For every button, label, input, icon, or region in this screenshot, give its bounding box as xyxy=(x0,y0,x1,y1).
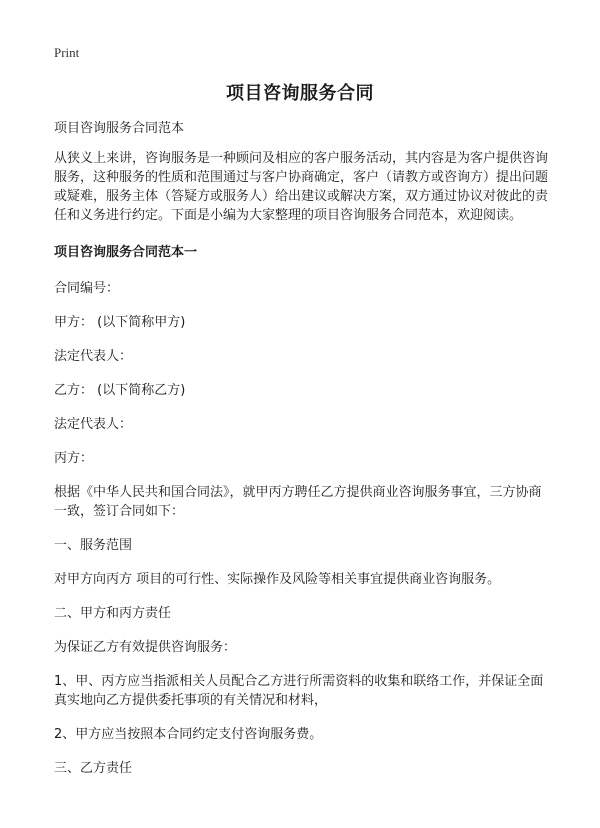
clause-item-2-1: 1、甲、丙方应当指派相关人员配合乙方进行所需资料的收集和联络工作，并保证全面真实地向乙方提供委托事项的有关情况和材料， xyxy=(54,674,544,708)
section-heading: 项目咨询服务合同范本一 xyxy=(54,245,198,260)
intro-paragraph: 从狭义上来讲，咨询服务是一种顾问及相应的客户服务活动，其内容是为客户提供咨询服务，这种服务的性质和范围通过与客户协商确定，客户（请教方或咨询方）提出问题或疑难，服务主体（答疑方或服务人）给出建议或解决方案，双方通过协议对彼此的责任和义务进行约定。下面是小编为大家整理的项目咨询服务合同范本，欢迎阅读。 xyxy=(54,151,549,223)
document-subtitle: 项目咨询服务合同范本 xyxy=(54,121,185,136)
document-body xyxy=(54,119,554,793)
contract-number-field: 合同编号： xyxy=(54,281,120,296)
preamble-paragraph: 根据《中华人民共和国合同法》，就甲丙方聘任乙方提供商业咨询服务事宜，三方协商一致，签订合同如下： xyxy=(54,485,542,519)
party-c-field: 丙方： xyxy=(54,451,94,466)
party-a-representative-field: 法定代表人： xyxy=(54,349,133,364)
clause-paragraph-1: 对甲方向丙方 项目的可行性、实际操作及风险等相关事宜提供商业咨询服务。 xyxy=(54,572,501,587)
clause-item-2-2: 2、甲方应当按照本合同约定支付咨询服务费。 xyxy=(54,727,323,742)
party-b-representative-field: 法定代表人： xyxy=(54,417,133,432)
clause-paragraph-2: 为保证乙方有效提供咨询服务： xyxy=(54,640,237,655)
party-b-field: 乙方： (以下简称乙方) xyxy=(54,383,186,398)
clause-heading-3: 三、乙方责任 xyxy=(54,761,133,776)
page-title: 项目咨询服务合同 xyxy=(226,83,374,104)
print-link[interactable]: Print xyxy=(54,45,80,60)
clause-heading-1: 一、服务范围 xyxy=(54,538,133,553)
party-a-field: 甲方： (以下简称甲方) xyxy=(54,315,186,330)
clause-heading-2: 二、甲方和丙方责任 xyxy=(54,606,172,621)
